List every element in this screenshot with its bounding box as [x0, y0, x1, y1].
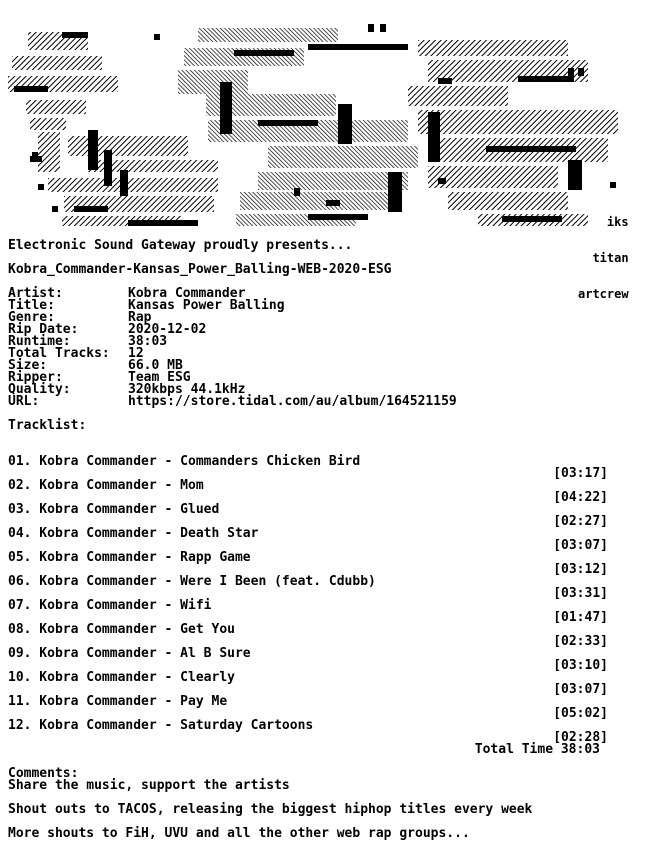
- track-row: [8, 684, 608, 721]
- info-value-title: Kansas Power Balling: [128, 298, 285, 313]
- track-title: 07. Kobra Commander - Wifi: [8, 598, 212, 613]
- info-label-total-tracks: Total Tracks:: [8, 346, 110, 361]
- info-value-size: 66.0 MB: [128, 358, 183, 373]
- track-row: [8, 636, 608, 673]
- track-time: [04:22]: [553, 490, 608, 505]
- art-credits: [578, 192, 629, 312]
- track-row: [8, 588, 608, 625]
- info-value-quality: 320kbps 44.1kHz: [128, 382, 246, 397]
- info-label-size: Size:: [8, 358, 48, 373]
- track-title: 08. Kobra Commander - Get You: [8, 622, 235, 637]
- track-title: 09. Kobra Commander - Al B Sure: [8, 646, 251, 661]
- track-time: [03:07]: [553, 538, 608, 553]
- info-label-title: Title:: [8, 298, 55, 313]
- info-label-artist: Artist:: [8, 286, 63, 301]
- art-credit-titan: titan: [592, 251, 629, 265]
- info-value-artist: Kobra Commander: [128, 286, 246, 301]
- info-value-total-tracks: 12: [128, 346, 144, 361]
- track-row: [8, 708, 608, 745]
- esg-ascii-art-logo: [8, 20, 618, 232]
- comment-line: Share the music, support the artists: [8, 778, 290, 793]
- comments-heading: Comments:: [8, 766, 79, 781]
- track-title: 12. Kobra Commander - Saturday Cartoons: [8, 718, 314, 733]
- info-value-runtime: 38:03: [128, 334, 168, 349]
- info-value-genre: Rap: [128, 310, 152, 325]
- track-title: 04. Kobra Commander - Death Star: [8, 526, 259, 541]
- art-credit-artcrew: artcrew: [578, 287, 629, 301]
- track-time: [03:07]: [553, 682, 608, 697]
- presents-line: Electronic Sound Gateway proudly presents...: [8, 238, 353, 253]
- info-label-rip-date: Rip Date:: [8, 322, 79, 337]
- track-row: [8, 564, 608, 601]
- info-label-genre: Genre:: [8, 310, 55, 325]
- track-time: [02:28]: [553, 730, 608, 745]
- track-title: 10. Kobra Commander - Clearly: [8, 670, 235, 685]
- comment-line: More shouts to FiH, UVU and all the other web rap groups...: [8, 826, 470, 841]
- track-time: [03:31]: [553, 586, 608, 601]
- track-title: 02. Kobra Commander - Mom: [8, 478, 204, 493]
- info-label-ripper: Ripper:: [8, 370, 63, 385]
- track-title: 11. Kobra Commander - Pay Me: [8, 694, 228, 709]
- track-title: 03. Kobra Commander - Glued: [8, 502, 220, 517]
- tracklist-heading: Tracklist:: [8, 418, 87, 433]
- track-time: [02:33]: [553, 634, 608, 649]
- track-row: [8, 660, 608, 697]
- release-name: Kobra_Commander-Kansas_Power_Balling-WEB-2020-ESG: [8, 262, 392, 277]
- track-time: [03:17]: [553, 466, 608, 481]
- info-label-url: URL:: [8, 394, 40, 409]
- track-time: [03:12]: [553, 562, 608, 577]
- info-value-url: https://store.tidal.com/au/album/164521159: [128, 394, 457, 409]
- art-credit-iks: iks: [606, 215, 629, 229]
- track-row: [8, 540, 608, 577]
- track-time: [03:10]: [553, 658, 608, 673]
- track-row: [8, 612, 608, 649]
- info-value-rip-date: 2020-12-02: [128, 322, 207, 337]
- track-time: [02:27]: [553, 514, 608, 529]
- track-row: [8, 516, 608, 553]
- track-title: 06. Kobra Commander - Were I Been (feat. Cdubb): [8, 574, 376, 589]
- comment-line: Shout outs to TACOS, releasing the biggest hiphop titles every week: [8, 802, 533, 817]
- track-time: [01:47]: [553, 610, 608, 625]
- total-time: Total Time 38:03: [474, 742, 600, 757]
- track-title: 01. Kobra Commander - Commanders Chicken Bird: [8, 454, 361, 469]
- track-row: [8, 492, 608, 529]
- info-label-quality: Quality:: [8, 382, 71, 397]
- track-row: [8, 468, 608, 505]
- info-label-runtime: Runtime:: [8, 334, 71, 349]
- track-row: [8, 444, 608, 481]
- info-value-ripper: Team ESG: [128, 370, 191, 385]
- track-title: 05. Kobra Commander - Rapp Game: [8, 550, 251, 565]
- track-time: [05:02]: [553, 706, 608, 721]
